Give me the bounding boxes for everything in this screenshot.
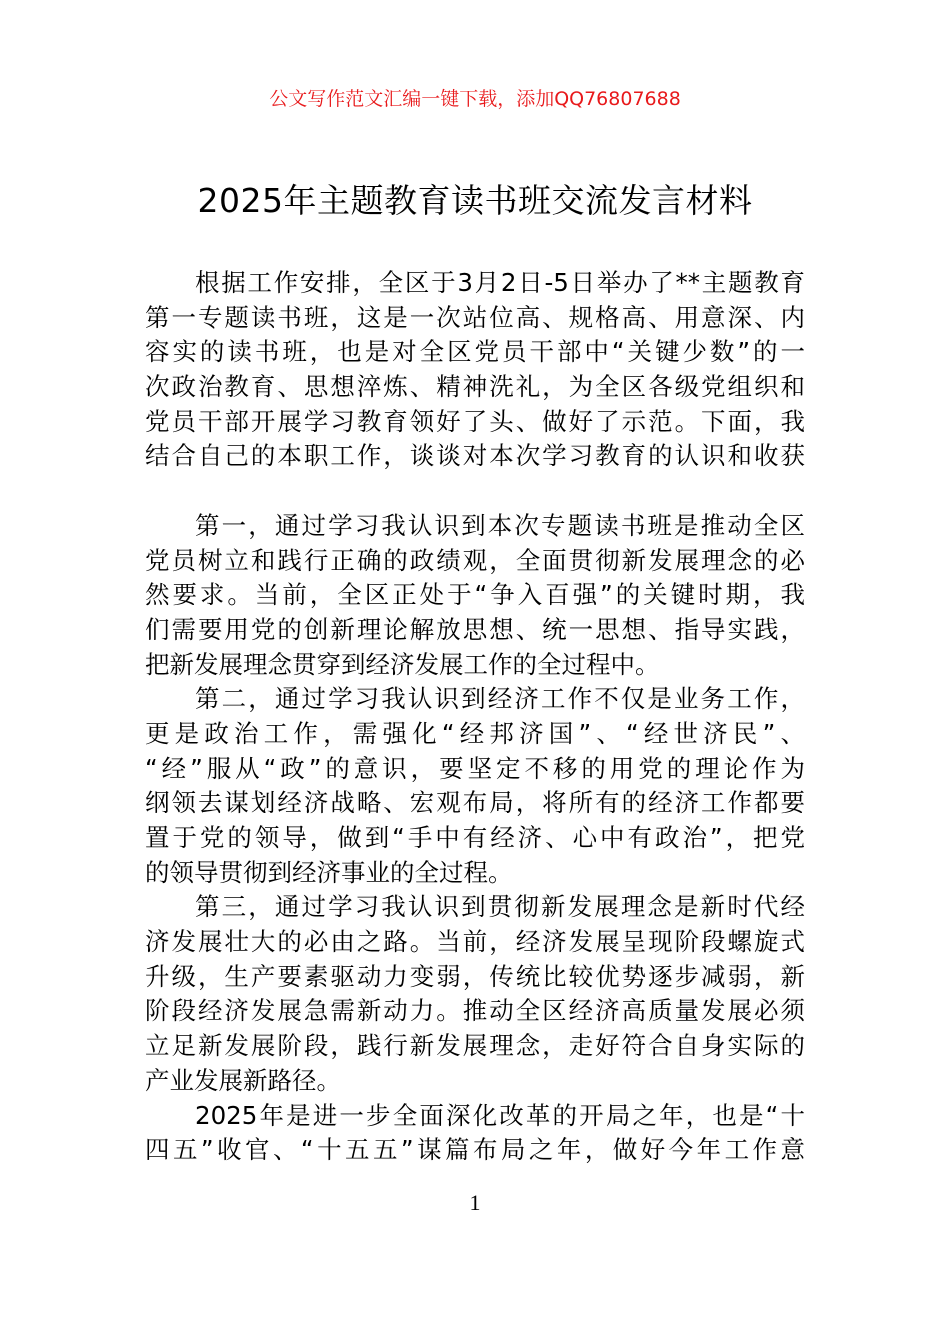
paragraph-line: 纲领去谋划经济战略、宏观布局，将所有的经济工作都要 (145, 788, 805, 818)
paragraph (145, 890, 805, 1098)
paragraph-line: 2025年是进一步全面深化改革的开局之年，也是“十 (195, 1100, 805, 1130)
paragraph-line: 结合自己的本职工作，谈谈对本次学习教育的认识和收获 (145, 441, 805, 471)
paragraph (145, 509, 805, 682)
paragraph-line: 容实的读书班，也是对全区党员干部中“关键少数”的一 (145, 337, 805, 367)
paragraph (145, 682, 805, 890)
blank-line (145, 474, 805, 509)
watermark-header: 公文写作范文汇编一键下载，添加QQ76807688 (269, 88, 681, 110)
paragraph-line: 阶段经济发展急需新动力。推动全区经济高质量发展必须 (145, 996, 805, 1026)
paragraph-line: 第一专题读书班，这是一次站位高、规格高、用意深、内 (145, 302, 805, 332)
paragraph-line: 的领导贯彻到经济事业的全过程。 (145, 857, 513, 887)
paragraph-line: 次政治教育、思想淬炼、精神洗礼，为全区各级党组织和 (145, 372, 805, 402)
paragraph-line: 然要求。当前，全区正处于“争入百强”的关键时期，我 (145, 580, 805, 610)
paragraph-line: 党员树立和践行正确的政绩观，全面贯彻新发展理念的必 (145, 545, 805, 575)
paragraph-line: 更是政治工作，需强化“经邦济国”、“经世济民”、 (145, 718, 805, 748)
paragraph-line: 们需要用党的创新理论解放思想、统一思想、指导实践， (145, 614, 805, 644)
paragraph-line: 置于党的领导，做到“手中有经济、心中有政治”，把党 (145, 823, 805, 852)
page-number: 1 (469, 1190, 481, 1215)
paragraph-line: 立足新发展阶段，践行新发展理念，走好符合自身实际的 (145, 1031, 805, 1061)
paragraph-line: 四五”收官、“十五五”谋篇布局之年，做好今年工作意 (145, 1135, 805, 1165)
paragraph-line: 产业发展新路径。 (145, 1065, 341, 1095)
paragraph-line: 升级，生产要素驱动力变弱，传统比较优势逐步减弱，新 (145, 961, 805, 991)
paragraph-line: “经”服从“政”的意识，要坚定不移的用党的理论作为 (145, 753, 805, 783)
paragraph-line: 把新发展理念贯穿到经济发展工作的全过程中。 (145, 649, 660, 679)
document-title: 2025年主题教育读书班交流发言材料 (197, 181, 753, 220)
paragraph-line: 第二，通过学习我认识到经济工作不仅是业务工作， (195, 684, 805, 714)
document-body (145, 266, 805, 1168)
paragraph-line: 第一，通过学习我认识到本次专题读书班是推动全区 (195, 510, 805, 540)
paragraph-line: 根据工作安排，全区于3月2日-5日举办了**主题教育 (195, 268, 805, 297)
paragraph (145, 266, 805, 474)
paragraph-line: 第三，通过学习我认识到贯彻新发展理念是新时代经 (195, 892, 805, 922)
paragraph-line: 党员干部开展学习教育领好了头、做好了示范。下面，我 (145, 406, 805, 436)
paragraph (145, 1099, 805, 1168)
paragraph-line: 济发展壮大的必由之路。当前，经济发展呈现阶段螺旋式 (145, 927, 805, 957)
